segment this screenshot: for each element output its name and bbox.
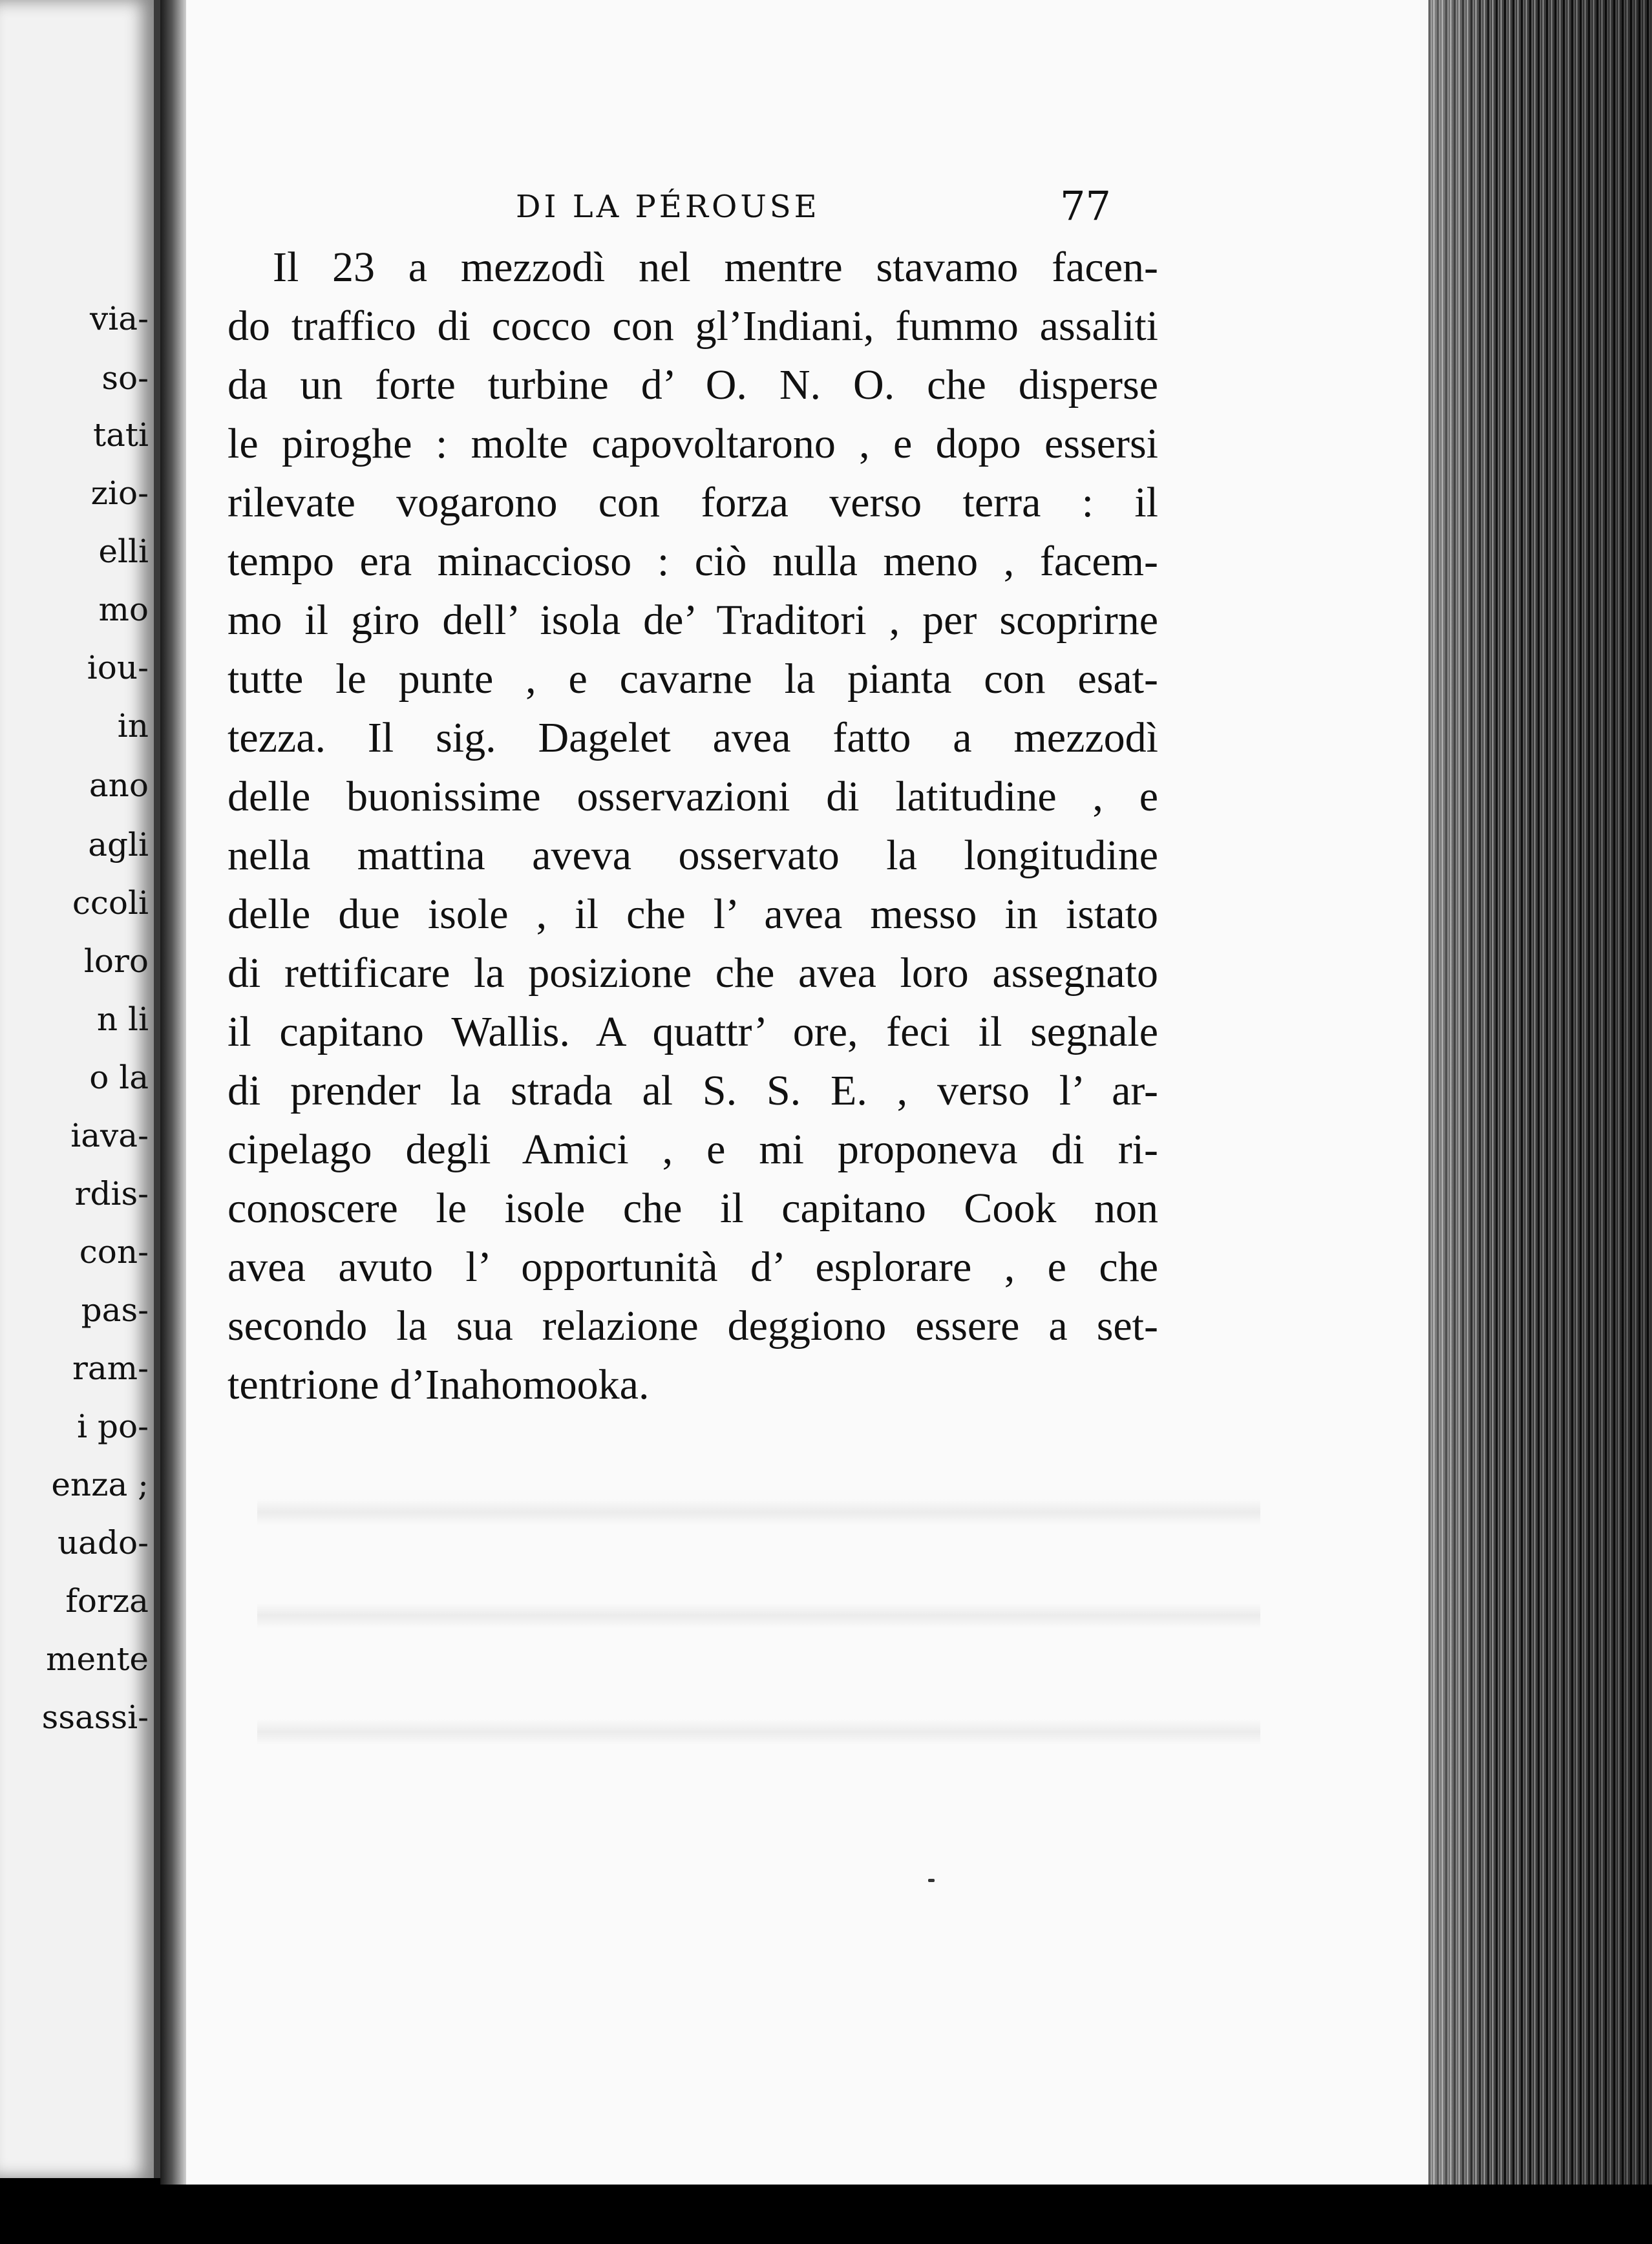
text-line: il capitano Wallis. A quattr’ ore, feci il segnale — [228, 1008, 1158, 1055]
left-page-fragment: forza — [65, 1582, 149, 1620]
page-number: 77 — [1060, 182, 1111, 229]
body-text — [228, 238, 1158, 1414]
text-line: delle due isole , il che l’ avea messo in istato — [228, 891, 1158, 938]
left-page-fragment: agli — [88, 826, 149, 863]
left-page-fragment: elli — [98, 533, 149, 570]
left-page-fragment: tati — [93, 416, 149, 454]
left-page-fragment: iou- — [87, 649, 149, 686]
left-page-fragment: zio- — [90, 474, 149, 512]
text-line: le piroghe : molte capovoltarono , e dopo essersi — [228, 420, 1158, 467]
left-facing-page — [0, 0, 160, 2178]
text-line: conoscere le isole che il capitano Cook non — [228, 1185, 1158, 1232]
text-line: Il 23 a mezzodì nel mentre stavamo facen- — [273, 244, 1158, 291]
left-page-fragment: loro — [83, 942, 149, 980]
left-page-fragment: so- — [101, 359, 149, 397]
text-line: di rettificare la posizione che avea loro assegnato — [228, 949, 1158, 997]
left-page-fragment: mente — [46, 1640, 149, 1678]
text-line: rilevate vogarono con forza verso terra : il — [228, 479, 1158, 526]
page-edges-shading — [1428, 0, 1652, 2185]
text-line: di prender la strada al S. S. E. , verso l’ ar- — [228, 1067, 1158, 1114]
right-page — [186, 0, 1428, 2185]
text-line: delle buonissime osservazioni di latitudine , e — [228, 773, 1158, 820]
text-line: tutte le punte , e cavarne la pianta con esat- — [228, 655, 1158, 703]
left-page-fragment: con- — [79, 1233, 149, 1271]
left-page-fragment: pas- — [81, 1291, 149, 1329]
text-line: cipelago degli Amici , e mi proponeva di ri- — [228, 1126, 1158, 1173]
left-page-fragment: in — [117, 707, 149, 745]
text-line: tempo era minaccioso : ciò nulla meno , facem- — [228, 538, 1158, 585]
text-line: da un forte turbine d’ O. N. O. che disperse — [228, 361, 1158, 408]
left-page-fragment: n li — [96, 1000, 149, 1038]
left-page-fragment: ssassi- — [41, 1699, 149, 1736]
left-page-fragment: o la — [89, 1059, 149, 1096]
show-through-band — [257, 1603, 1260, 1629]
running-head: DI LA PÉROUSE — [516, 189, 820, 225]
left-page-fragment: iava- — [70, 1117, 149, 1154]
text-line: do traffico di cocco con gl’Indiani, fummo assaliti — [228, 302, 1158, 350]
text-line: tezza. Il sig. Dagelet avea fatto a mezzodì — [228, 714, 1158, 761]
scan-border — [0, 2185, 1652, 2244]
left-page-fragment: ccoli — [72, 884, 149, 922]
text-line: tentrione d’Inahomooka. — [228, 1361, 650, 1408]
text-line: mo il giro dell’ isola de’ Traditori , per scoprirne — [228, 597, 1158, 644]
left-page-fragment: i po- — [77, 1408, 149, 1445]
show-through-band — [257, 1719, 1260, 1745]
left-page-fragment: ano — [89, 767, 149, 804]
left-page-fragment: via- — [90, 300, 149, 337]
text-line: secondo la sua relazione deggiono essere a set- — [228, 1302, 1158, 1350]
left-page-fragment: uado- — [57, 1524, 149, 1561]
ink-speck — [928, 1879, 935, 1882]
text-line: avea avuto l’ opportunità d’ esplorare , e che — [228, 1244, 1158, 1291]
left-page-fragment: rdis- — [74, 1175, 149, 1212]
book-gutter — [160, 0, 186, 2197]
text-line: nella mattina aveva osservato la longitudine — [228, 832, 1158, 879]
left-page-fragment: ram- — [72, 1350, 149, 1387]
left-page-fragment: mo — [98, 591, 149, 628]
left-page-fragment: enza ; — [51, 1466, 149, 1503]
show-through-band — [257, 1499, 1260, 1525]
